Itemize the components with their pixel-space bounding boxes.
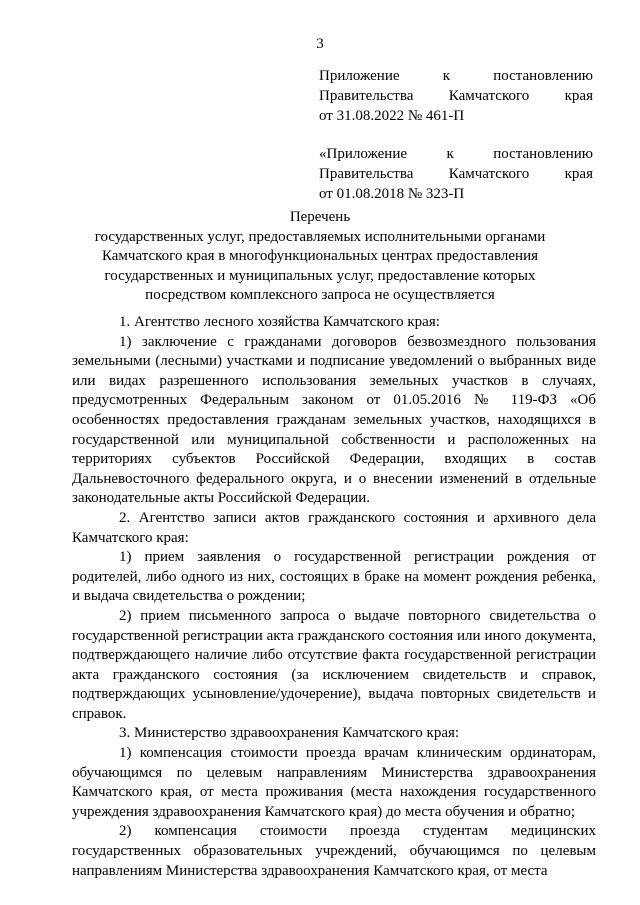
list-item-forestry-1: 1) заключение с гражданами договоров безвозмездного пользования земельными (лесными) участками и подписание уведомлений о выбранных виде или видах разрешенного использования земельных участков в случаях, предусмотренных Федеральным законом от 01.05.2016 № 119-ФЗ «Об особенностях предоставления гражданам земельных участков, находящихся в государственной или муниципальной собственности и расположенных на территориях субъектов Российской Федерации, входящих в состав Дальневосточного федерального округа, и о внесении изменений в отдельные законодательные акты Российской Федерации. (72, 333, 596, 507)
document-title (72, 208, 568, 306)
list-item-civil-registry-2: 2) прием письменного запроса о выдаче повторного свидетельства о государственной регистрации акта гражданского состояния или иного документа, подтверждающего наличие либо отсутствие факта государственной регистрации акта гражданского состояния (за исключением свидетельств и справок, подтверждающих усыновление/удочерение), выдача повторных свидетельств и справок. (72, 607, 596, 722)
list-item-civil-registry-1: 1) прием заявления о государственной регистрации рождения от родителей, либо одного из них, состоящих в браке на момент рождения ребенка, и выдача свидетельства о рождении; (72, 549, 596, 605)
attachment-current-line-3: от 31.08.2022 № 461-П (319, 108, 465, 124)
title-line-2: Камчатского края в многофункциональных центрах предоставления (101, 248, 539, 265)
document-body (72, 313, 596, 881)
attachment-current-line-1: Приложение к постановлению (319, 68, 593, 84)
attachment-original-line-2: Правительства Камчатского края (319, 166, 593, 182)
attachment-original-line-3: от 01.08.2018 № 323-П (319, 186, 465, 202)
attachment-original-line-1: «Приложение к постановлению (319, 146, 593, 162)
page-number: 3 (316, 36, 324, 52)
section-heading-civil-registry: 2. Агентство записи актов гражданского состояния и архивного дела Камчатского края: (72, 509, 596, 546)
list-item-health-1: 1) компенсация стоимости проезда врачам клиническим ординаторам, обучающимся по целевым направлениям Министерства здравоохранения Камчатского края, от места проживания (места нахождения государственного учреждения здравоохранения Камчатского края) до места обучения и обратно; (72, 745, 596, 820)
section-heading-forestry: 1. Агентство лесного хозяйства Камчатского края: (119, 314, 440, 330)
attachment-header-current (319, 66, 593, 126)
title-line-3: государственных и муниципальных услуг, предоставление которых (104, 267, 536, 284)
title-line-4: посредством комплексного запроса не осуществляется (145, 287, 495, 304)
list-item-health-2: 2) компенсация стоимости проезда студентам медицинских государственных образовательных учреждений, обучающимся по целевым направлениям Министерства здравоохранения Камчатского края, от места (72, 823, 596, 879)
section-heading-health: 3. Министерство здравоохранения Камчатского края: (119, 725, 460, 742)
attachment-current-line-2: Правительства Камчатского края (319, 88, 593, 104)
attachment-header-original (319, 144, 593, 204)
title-heading: Перечень (289, 209, 351, 225)
title-line-1: государственных услуг, предоставляемых исполнительными органами (94, 228, 546, 245)
